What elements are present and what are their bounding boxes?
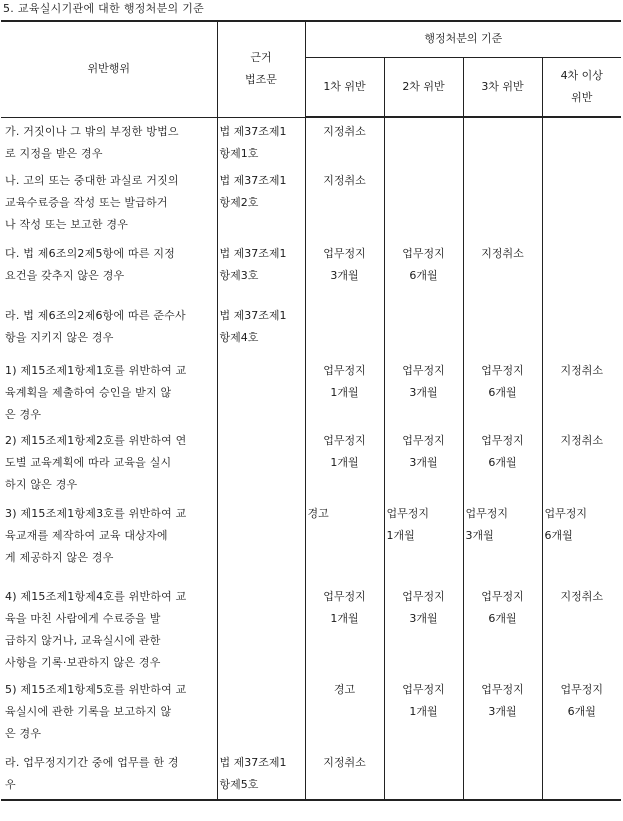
penalty-first-cell	[305, 167, 384, 240]
header-basis	[217, 21, 305, 117]
penalty-first-cell	[305, 676, 384, 749]
penalty-fourth-cell	[542, 117, 621, 167]
table-row	[1, 240, 621, 302]
violation-cell	[1, 357, 217, 427]
penalty-first-cell-line: 지정취소	[323, 756, 366, 769]
penalty-third-cell	[463, 583, 542, 676]
header-basis-line1: 근거	[250, 51, 272, 65]
penalty-second-cell-line: 업무정지	[402, 364, 445, 377]
penalty-first-cell	[305, 749, 384, 800]
table-row	[1, 500, 621, 583]
table-row	[1, 749, 621, 800]
penalty-fourth-cell	[542, 302, 621, 357]
basis-cell-line: 항제4호	[219, 331, 259, 344]
violation-cell-line: 하지 않은 경우	[5, 478, 78, 491]
table-body	[1, 117, 621, 800]
basis-cell	[217, 583, 305, 676]
violation-cell-line: 가. 거짓이나 그 밖의 부정한 방법으	[5, 124, 179, 138]
violation-cell-line: 도별 교육계획에 따라 교육을 실시	[5, 456, 172, 469]
violation-cell-line: 2) 제15조제1항제2호를 위반하여 연	[5, 434, 187, 447]
penalty-first-cell-line: 지정취소	[323, 125, 366, 138]
header-first: 1차 위반	[305, 57, 384, 117]
penalty-second-cell-line: 1개월	[409, 705, 438, 718]
penalty-second-cell-line: 업무정지	[402, 590, 445, 603]
violation-cell-line: 항을 지키지 않은 경우	[5, 331, 114, 344]
penalty-fourth-cell	[542, 500, 621, 583]
penalty-first-cell	[305, 302, 384, 357]
penalty-fourth-cell	[542, 676, 621, 749]
penalty-fourth-cell	[542, 167, 621, 240]
penalty-third-cell	[463, 167, 542, 240]
basis-cell-line: 법 제37조제1	[219, 756, 287, 769]
penalty-fourth-cell	[542, 749, 621, 800]
basis-cell	[217, 676, 305, 749]
violation-cell-line: 5) 제15조제1항제5호를 위반하여 교	[5, 683, 187, 696]
basis-cell	[217, 500, 305, 583]
violation-cell-line: 라. 업무정지기간 중에 업무를 한 경	[5, 756, 179, 769]
basis-cell	[217, 749, 305, 800]
violation-cell-line: 라. 법 제6조의2제6항에 따른 준수사	[5, 309, 186, 322]
basis-cell	[217, 302, 305, 357]
penalty-first-cell-line: 업무정지	[323, 247, 366, 260]
violation-cell-line: 육교재를 제작하여 교육 대상자에	[5, 529, 168, 542]
violation-cell	[1, 167, 217, 240]
violation-cell-line: 육실시에 관한 기록을 보고하지 않	[5, 705, 172, 718]
violation-cell-line: 요건을 갖추지 않은 경우	[5, 269, 125, 282]
penalty-fourth-cell	[542, 240, 621, 302]
penalty-first-cell-line: 지정취소	[323, 174, 366, 187]
header-fourth-line2: 위반	[571, 90, 593, 104]
penalty-first-cell-line: 1개월	[330, 386, 359, 399]
violation-cell-line: 나. 고의 또는 중대한 과실로 거짓의	[5, 174, 179, 187]
penalty-second-cell	[384, 240, 463, 302]
penalty-second-cell-line: 업무정지	[402, 683, 445, 696]
penalty-fourth-cell-line: 지정취소	[560, 364, 604, 377]
violation-cell-line: 육을 마친 사람에게 수료증을 발	[5, 612, 161, 625]
violation-cell	[1, 500, 217, 583]
penalty-third-cell-line: 업무정지	[481, 434, 524, 447]
violation-cell-line: 교육수료증을 작성 또는 발급하거	[5, 196, 168, 209]
penalty-fourth-cell-line: 6개월	[544, 529, 573, 542]
penalty-second-cell	[384, 500, 463, 583]
penalty-fourth-cell-line: 6개월	[567, 705, 596, 718]
header-violation: 위반행위	[1, 21, 217, 117]
violation-cell-line: 게 제공하지 않은 경우	[5, 551, 114, 564]
penalty-third-cell-line: 3개월	[465, 529, 494, 542]
basis-cell	[217, 427, 305, 500]
penalty-first-cell-line: 업무정지	[323, 434, 366, 447]
penalty-first-cell-line: 1개월	[330, 456, 359, 469]
penalty-fourth-cell	[542, 583, 621, 676]
basis-cell	[217, 117, 305, 167]
penalty-third-cell	[463, 427, 542, 500]
table-row	[1, 427, 621, 500]
violation-cell	[1, 240, 217, 302]
penalty-second-cell	[384, 583, 463, 676]
basis-cell-line: 법 제37조제1	[219, 247, 287, 260]
penalty-second-cell-line: 업무정지	[386, 507, 430, 520]
penalty-third-cell	[463, 240, 542, 302]
penalty-third-cell-line: 3개월	[488, 705, 517, 718]
basis-cell-line: 법 제37조제1	[219, 124, 287, 138]
penalty-third-cell	[463, 500, 542, 583]
penalty-second-cell-line: 3개월	[409, 386, 438, 399]
basis-cell-line: 항제3호	[219, 269, 259, 282]
penalty-second-cell	[384, 749, 463, 800]
penalty-third-cell-line: 6개월	[488, 386, 517, 399]
table-row	[1, 676, 621, 749]
table-row	[1, 302, 621, 357]
violation-cell-line: 3) 제15조제1항제3호를 위반하여 교	[5, 507, 187, 520]
penalty-fourth-cell	[542, 427, 621, 500]
violation-cell-line: 은 경우	[5, 727, 42, 740]
violation-cell	[1, 117, 217, 167]
violation-cell	[1, 676, 217, 749]
header-second: 2차 위반	[384, 57, 463, 117]
basis-cell-line: 항제2호	[219, 196, 259, 209]
penalty-first-cell-line: 업무정지	[323, 364, 366, 377]
basis-cell-line: 항제5호	[219, 778, 259, 791]
penalty-criteria-table	[1, 20, 621, 801]
penalty-second-cell	[384, 357, 463, 427]
penalty-second-cell-line: 3개월	[409, 456, 438, 469]
penalty-first-cell-line: 1개월	[330, 612, 359, 625]
penalty-first-cell	[305, 357, 384, 427]
penalty-first-cell-line: 경고	[307, 507, 329, 520]
violation-cell	[1, 427, 217, 500]
penalty-first-cell	[305, 240, 384, 302]
header-basis-line2: 법조문	[245, 73, 277, 87]
penalty-first-cell	[305, 427, 384, 500]
header-criteria: 행정처분의 기준	[305, 21, 621, 57]
penalty-fourth-cell-line: 지정취소	[560, 434, 604, 447]
penalty-third-cell	[463, 117, 542, 167]
penalty-first-cell-line: 경고	[333, 683, 356, 696]
table-row	[1, 583, 621, 676]
penalty-third-cell-line: 업무정지	[481, 364, 524, 377]
table-row	[1, 357, 621, 427]
violation-cell-line: 급하지 않거나, 교육실시에 관한	[5, 634, 161, 647]
basis-cell	[217, 240, 305, 302]
penalty-third-cell	[463, 357, 542, 427]
basis-cell-line: 항제1호	[219, 146, 259, 160]
penalty-third-cell-line: 업무정지	[465, 507, 509, 520]
basis-cell	[217, 357, 305, 427]
table-row	[1, 167, 621, 240]
table-row	[1, 117, 621, 167]
penalty-fourth-cell-line: 업무정지	[544, 507, 588, 520]
penalty-first-cell-line: 업무정지	[323, 590, 366, 603]
penalty-second-cell	[384, 167, 463, 240]
penalty-second-cell-line: 1개월	[386, 529, 415, 542]
penalty-third-cell-line: 업무정지	[481, 590, 524, 603]
violation-cell-line: 나 작성 또는 보고한 경우	[5, 218, 129, 231]
violation-cell-line: 4) 제15조제1항제4호를 위반하여 교	[5, 590, 187, 603]
violation-cell-line: 은 경우	[5, 408, 42, 421]
penalty-second-cell	[384, 676, 463, 749]
penalty-first-cell	[305, 117, 384, 167]
penalty-third-cell-line: 지정취소	[481, 247, 524, 260]
basis-cell	[217, 167, 305, 240]
penalty-first-cell	[305, 583, 384, 676]
penalty-second-cell	[384, 302, 463, 357]
header-third: 3차 위반	[463, 57, 542, 117]
penalty-fourth-cell-line: 지정취소	[560, 590, 604, 603]
header-fourth-line1: 4차 이상	[560, 68, 603, 82]
penalty-second-cell-line: 3개월	[409, 612, 438, 625]
violation-cell	[1, 583, 217, 676]
basis-cell-line: 법 제37조제1	[219, 309, 287, 322]
violation-cell	[1, 302, 217, 357]
penalty-third-cell-line: 6개월	[488, 612, 517, 625]
penalty-third-cell-line: 6개월	[488, 456, 517, 469]
violation-cell-line: 육계획을 제출하여 승인을 받지 않	[5, 386, 172, 399]
penalty-second-cell-line: 업무정지	[402, 247, 445, 260]
penalty-second-cell-line: 6개월	[409, 269, 438, 282]
penalty-first-cell-line: 3개월	[330, 269, 359, 282]
header-fourth	[542, 57, 621, 117]
violation-cell	[1, 749, 217, 800]
violation-cell-line: 1) 제15조제1항제1호를 위반하여 교	[5, 364, 187, 377]
penalty-second-cell-line: 업무정지	[402, 434, 445, 447]
penalty-third-cell	[463, 302, 542, 357]
violation-cell-line: 로 지정을 받은 경우	[5, 146, 103, 160]
penalty-third-cell	[463, 676, 542, 749]
penalty-fourth-cell	[542, 357, 621, 427]
penalty-second-cell	[384, 117, 463, 167]
basis-cell-line: 법 제37조제1	[219, 174, 287, 187]
penalty-first-cell	[305, 500, 384, 583]
violation-cell-line: 다. 법 제6조의2제5항에 따른 지정	[5, 247, 175, 260]
penalty-third-cell	[463, 749, 542, 800]
penalty-second-cell	[384, 427, 463, 500]
violation-cell-line: 사항을 기록·보관하지 않은 경우	[5, 656, 161, 669]
table-caption: 5. 교육실시기관에 대한 행정처분의 기준	[3, 2, 205, 15]
violation-cell-line: 우	[5, 778, 16, 791]
penalty-fourth-cell-line: 업무정지	[560, 683, 604, 696]
penalty-third-cell-line: 업무정지	[481, 683, 524, 696]
